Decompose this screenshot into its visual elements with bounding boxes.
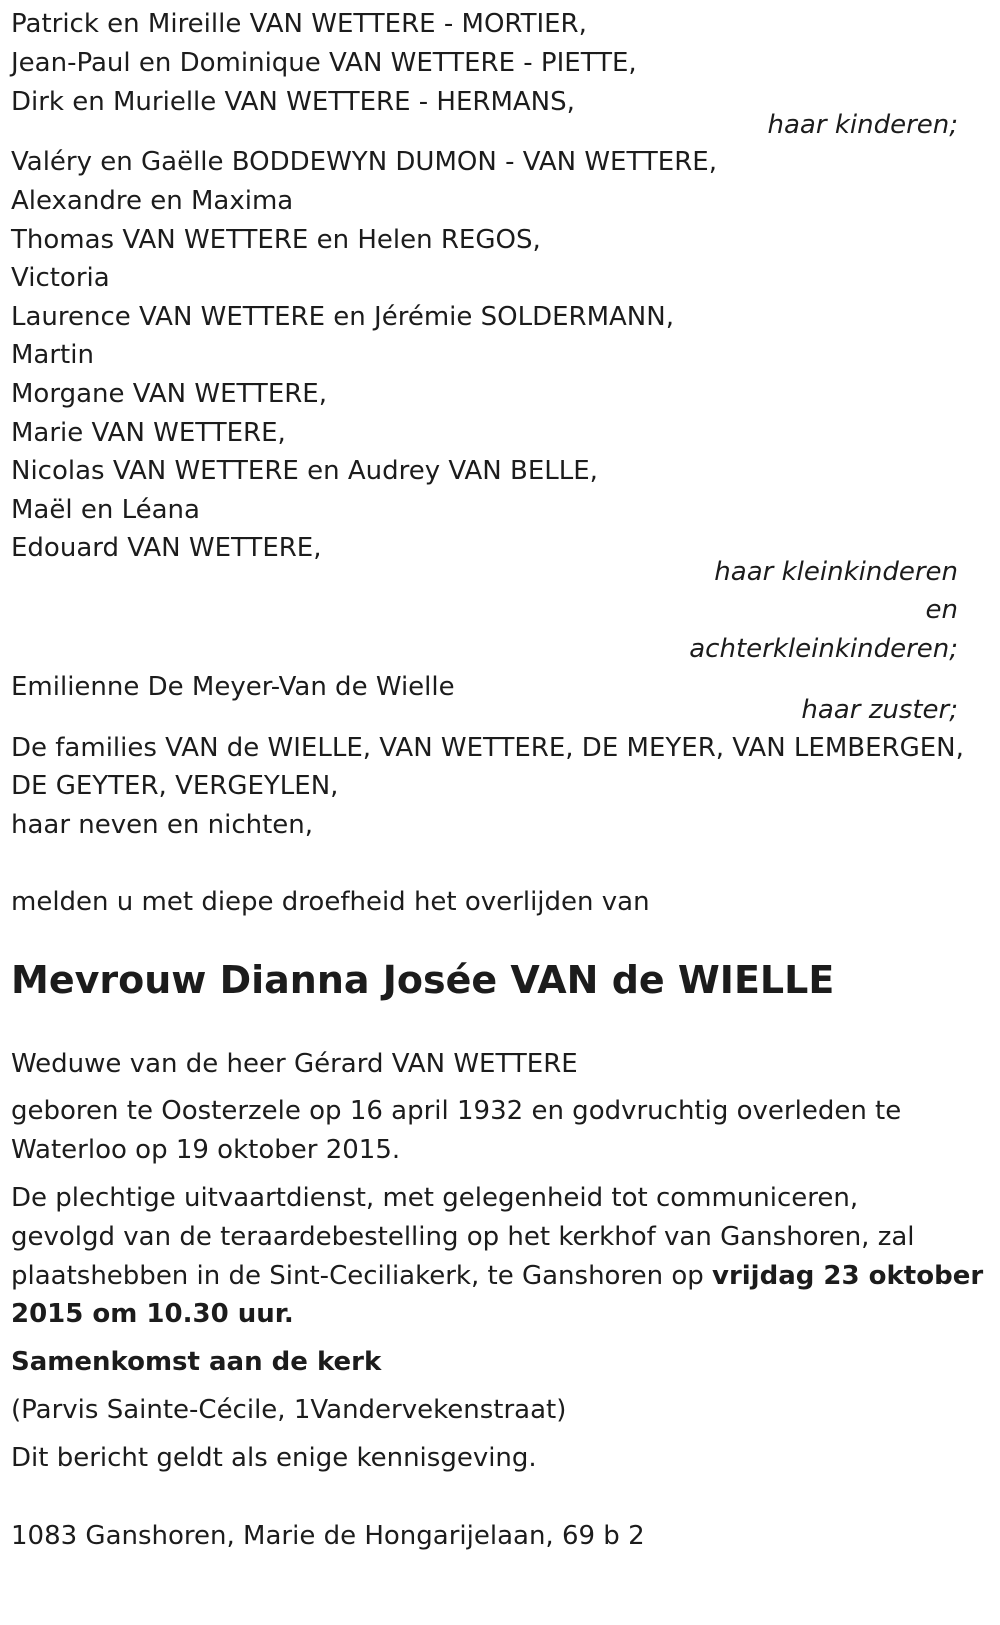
ceremony-text: plaatshebben in de Sint-Ceciliakerk, te Ganshoren op (11, 1261, 712, 1291)
children-role: haar kinderen; (767, 110, 958, 140)
child-line: Patrick en Mireille VAN WETTERE - MORTIER, (11, 9, 587, 39)
born-line: Waterloo op 19 oktober 2015. (11, 1135, 401, 1165)
sister-role: haar zuster; (801, 695, 958, 725)
ceremony-time: 2015 om 10.30 uur. (11, 1299, 294, 1329)
grandchild-line: Martin (11, 340, 94, 370)
meeting-heading: Samenkomst aan de kerk (11, 1347, 382, 1377)
ceremony-line (11, 1256, 983, 1296)
grandchild-line: Morgane VAN WETTERE, (11, 379, 327, 409)
grandchild-line: Nicolas VAN WETTERE en Audrey VAN BELLE, (11, 456, 598, 486)
child-line: Dirk en Murielle VAN WETTERE - HERMANS, (11, 87, 575, 117)
grandchildren-role: haar kleinkinderen (714, 557, 958, 587)
ceremony-date: vrijdag 23 oktober (712, 1261, 984, 1291)
grandchildren-role: achterkleinkinderen; (689, 634, 958, 664)
grandchild-line: Victoria (11, 263, 110, 293)
families-line: De families VAN de WIELLE, VAN WETTERE, DE MEYER, VAN LEMBERGEN, (11, 733, 964, 763)
home-address: 1083 Ganshoren, Marie de Hongarijelaan, 69 b 2 (11, 1521, 645, 1551)
grandchild-line: Thomas VAN WETTERE en Helen REGOS, (11, 225, 541, 255)
notice-line: Dit bericht geldt als enige kennisgeving. (11, 1443, 537, 1473)
church-address: (Parvis Sainte-Cécile, 1Vandervekenstraat) (11, 1395, 567, 1425)
child-line: Jean-Paul en Dominique VAN WETTERE - PIETTE, (11, 48, 637, 78)
grandchild-line: Edouard VAN WETTERE, (11, 533, 322, 563)
ceremony-line: De plechtige uitvaartdienst, met gelegenheid tot communiceren, (11, 1183, 859, 1213)
announce-line: melden u met diepe droefheid het overlijden van (11, 887, 650, 917)
grandchild-line: Marie VAN WETTERE, (11, 418, 286, 448)
born-line: geboren te Oosterzele op 16 april 1932 en godvruchtig overleden te (11, 1096, 902, 1126)
sister-line: Emilienne De Meyer-Van de Wielle (11, 672, 455, 702)
grandchildren-role: en (925, 595, 958, 625)
grandchild-line: Maël en Léana (11, 495, 200, 525)
grandchild-line: Alexandre en Maxima (11, 186, 294, 216)
deceased-name: Mevrouw Dianna Josée VAN de WIELLE (11, 958, 835, 1002)
ceremony-line: gevolgd van de teraardebestelling op het kerkhof van Ganshoren, zal (11, 1222, 915, 1252)
families-line: haar neven en nichten, (11, 810, 314, 840)
families-line: DE GEYTER, VERGEYLEN, (11, 771, 339, 801)
grandchild-line: Laurence VAN WETTERE en Jérémie SOLDERMANN, (11, 302, 674, 332)
grandchild-line: Valéry en Gaëlle BODDEWYN DUMON - VAN WETTERE, (11, 147, 717, 177)
widow-line: Weduwe van de heer Gérard VAN WETTERE (11, 1049, 578, 1079)
